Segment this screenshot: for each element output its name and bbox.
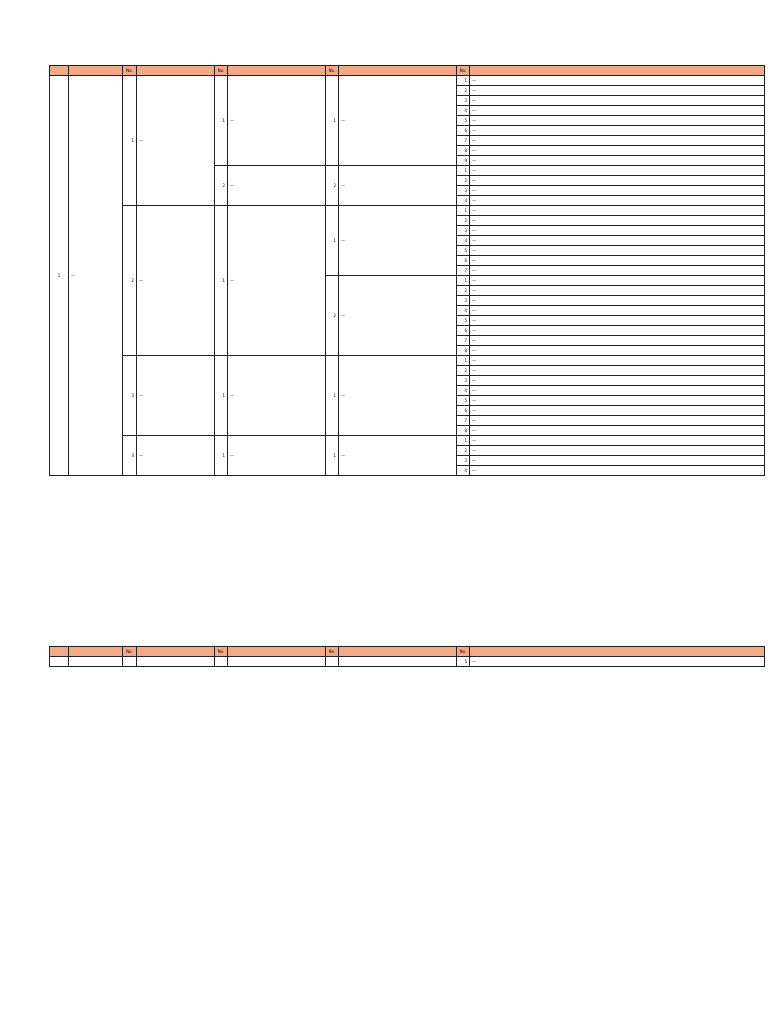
item-text: — <box>470 156 765 166</box>
header-cell: No. <box>123 647 137 657</box>
group-label: — <box>137 356 215 436</box>
item-number: 5 <box>457 396 470 406</box>
empty-cell <box>50 657 69 667</box>
header-cell <box>228 647 326 657</box>
item-number: 2 <box>457 446 470 456</box>
branch-label: — <box>339 76 457 166</box>
item-number: 1 <box>457 436 470 446</box>
item-number: 6 <box>457 326 470 336</box>
item-text: — <box>470 456 765 466</box>
section-label: — <box>228 206 326 356</box>
header-cell <box>470 66 765 76</box>
item-number: 3 <box>457 96 470 106</box>
branch-label: — <box>339 166 457 206</box>
header-cell <box>69 647 123 657</box>
level1-label: — <box>69 76 123 476</box>
empty-cell <box>137 657 215 667</box>
branch-label: — <box>339 356 457 436</box>
header-cell <box>470 647 765 657</box>
item-number: 6 <box>457 256 470 266</box>
header-cell: No. <box>123 66 137 76</box>
item-number: 8 <box>457 426 470 436</box>
section-number: 1 <box>215 76 228 166</box>
item-number: 5 <box>457 657 470 667</box>
item-text: — <box>470 436 765 446</box>
table-row <box>50 657 765 667</box>
header-cell <box>228 66 326 76</box>
item-number: 2 <box>457 286 470 296</box>
item-text: — <box>470 196 765 206</box>
item-text: — <box>470 236 765 246</box>
header-row <box>50 66 765 76</box>
header-cell: No. <box>326 66 339 76</box>
item-text: — <box>470 286 765 296</box>
item-number: 7 <box>457 336 470 346</box>
item-text: — <box>470 116 765 126</box>
empty-cell <box>215 657 228 667</box>
item-text: — <box>470 186 765 196</box>
item-text: — <box>470 366 765 376</box>
group-number: 3 <box>123 356 137 436</box>
group-label: — <box>137 436 215 476</box>
main-table <box>49 65 765 476</box>
branch-label: — <box>339 276 457 356</box>
item-text: — <box>470 216 765 226</box>
level1-number: 1 <box>50 76 69 476</box>
item-text: — <box>470 206 765 216</box>
table-row <box>50 206 765 216</box>
item-text: — <box>470 386 765 396</box>
header-cell <box>50 647 69 657</box>
group-number: 2 <box>123 206 137 356</box>
item-number: 4 <box>457 196 470 206</box>
item-text: — <box>470 396 765 406</box>
item-number: 1 <box>457 276 470 286</box>
branch-number: 1 <box>326 76 339 166</box>
item-number: 3 <box>457 376 470 386</box>
item-number: 6 <box>457 126 470 136</box>
item-number: 3 <box>457 226 470 236</box>
group-number: 4 <box>123 436 137 476</box>
item-text: — <box>470 346 765 356</box>
header-cell: No. <box>457 66 470 76</box>
item-number: 1 <box>457 206 470 216</box>
item-text: — <box>470 426 765 436</box>
item-number: 8 <box>457 346 470 356</box>
header-cell <box>69 66 123 76</box>
branch-number: 1 <box>326 436 339 476</box>
item-number: 5 <box>457 316 470 326</box>
section-number: 2 <box>215 166 228 206</box>
empty-cell <box>69 657 123 667</box>
item-text: — <box>470 246 765 256</box>
item-text: — <box>470 166 765 176</box>
item-text: — <box>470 146 765 156</box>
item-text: — <box>470 76 765 86</box>
item-number: 7 <box>457 136 470 146</box>
empty-cell <box>123 657 137 667</box>
section-label: — <box>228 356 326 436</box>
item-number: 4 <box>457 236 470 246</box>
header-cell: No. <box>457 647 470 657</box>
empty-cell <box>326 657 339 667</box>
item-text: — <box>470 276 765 286</box>
item-text: — <box>470 416 765 426</box>
item-number: 1 <box>457 76 470 86</box>
group-label: — <box>137 76 215 206</box>
item-number: 2 <box>457 216 470 226</box>
table-row <box>50 436 765 446</box>
item-number: 5 <box>457 116 470 126</box>
item-number: 5 <box>457 246 470 256</box>
header-cell <box>137 66 215 76</box>
item-number: 9 <box>457 156 470 166</box>
branch-number: 2 <box>326 276 339 356</box>
item-number: 7 <box>457 266 470 276</box>
item-number: 6 <box>457 406 470 416</box>
item-text: — <box>470 126 765 136</box>
item-number: 4 <box>457 386 470 396</box>
item-text: — <box>470 266 765 276</box>
item-number: 2 <box>457 176 470 186</box>
item-text: — <box>470 406 765 416</box>
item-text: — <box>470 356 765 366</box>
header-cell <box>137 647 215 657</box>
branch-number: 1 <box>326 356 339 436</box>
header-cell <box>339 66 457 76</box>
item-text: — <box>470 86 765 96</box>
group-number: 1 <box>123 76 137 206</box>
item-number: 4 <box>457 306 470 316</box>
header-cell: No. <box>326 647 339 657</box>
item-text: — <box>470 326 765 336</box>
item-number: 3 <box>457 296 470 306</box>
continuation-table <box>49 646 765 667</box>
header-cell: No. <box>215 647 228 657</box>
section-number: 1 <box>215 436 228 476</box>
header-cell: No. <box>215 66 228 76</box>
item-text: — <box>470 296 765 306</box>
item-text: — <box>470 466 765 476</box>
item-number: 2 <box>457 86 470 96</box>
item-number: 2 <box>457 366 470 376</box>
item-number: 3 <box>457 186 470 196</box>
branch-number: 2 <box>326 166 339 206</box>
item-number: 7 <box>457 416 470 426</box>
item-number: 4 <box>457 106 470 116</box>
section-label: — <box>228 166 326 206</box>
section-label: — <box>228 76 326 166</box>
item-text: — <box>470 657 765 667</box>
item-text: — <box>470 446 765 456</box>
item-text: — <box>470 316 765 326</box>
item-text: — <box>470 96 765 106</box>
table-row <box>50 76 765 86</box>
empty-cell <box>339 657 457 667</box>
empty-cell <box>228 657 326 667</box>
item-text: — <box>470 106 765 116</box>
section-number: 1 <box>215 206 228 356</box>
section-number: 1 <box>215 356 228 436</box>
item-text: — <box>470 306 765 316</box>
header-cell <box>50 66 69 76</box>
item-text: — <box>470 336 765 346</box>
item-text: — <box>470 226 765 236</box>
item-text: — <box>470 376 765 386</box>
branch-label: — <box>339 206 457 276</box>
table-row <box>50 356 765 366</box>
item-number: 4 <box>457 466 470 476</box>
item-number: 8 <box>457 146 470 156</box>
item-number: 1 <box>457 356 470 366</box>
item-text: — <box>470 176 765 186</box>
branch-label: — <box>339 436 457 476</box>
section-label: — <box>228 436 326 476</box>
item-number: 3 <box>457 456 470 466</box>
item-text: — <box>470 136 765 146</box>
item-number: 1 <box>457 166 470 176</box>
header-row <box>50 647 765 657</box>
group-label: — <box>137 206 215 356</box>
branch-number: 1 <box>326 206 339 276</box>
item-text: — <box>470 256 765 266</box>
header-cell <box>339 647 457 657</box>
